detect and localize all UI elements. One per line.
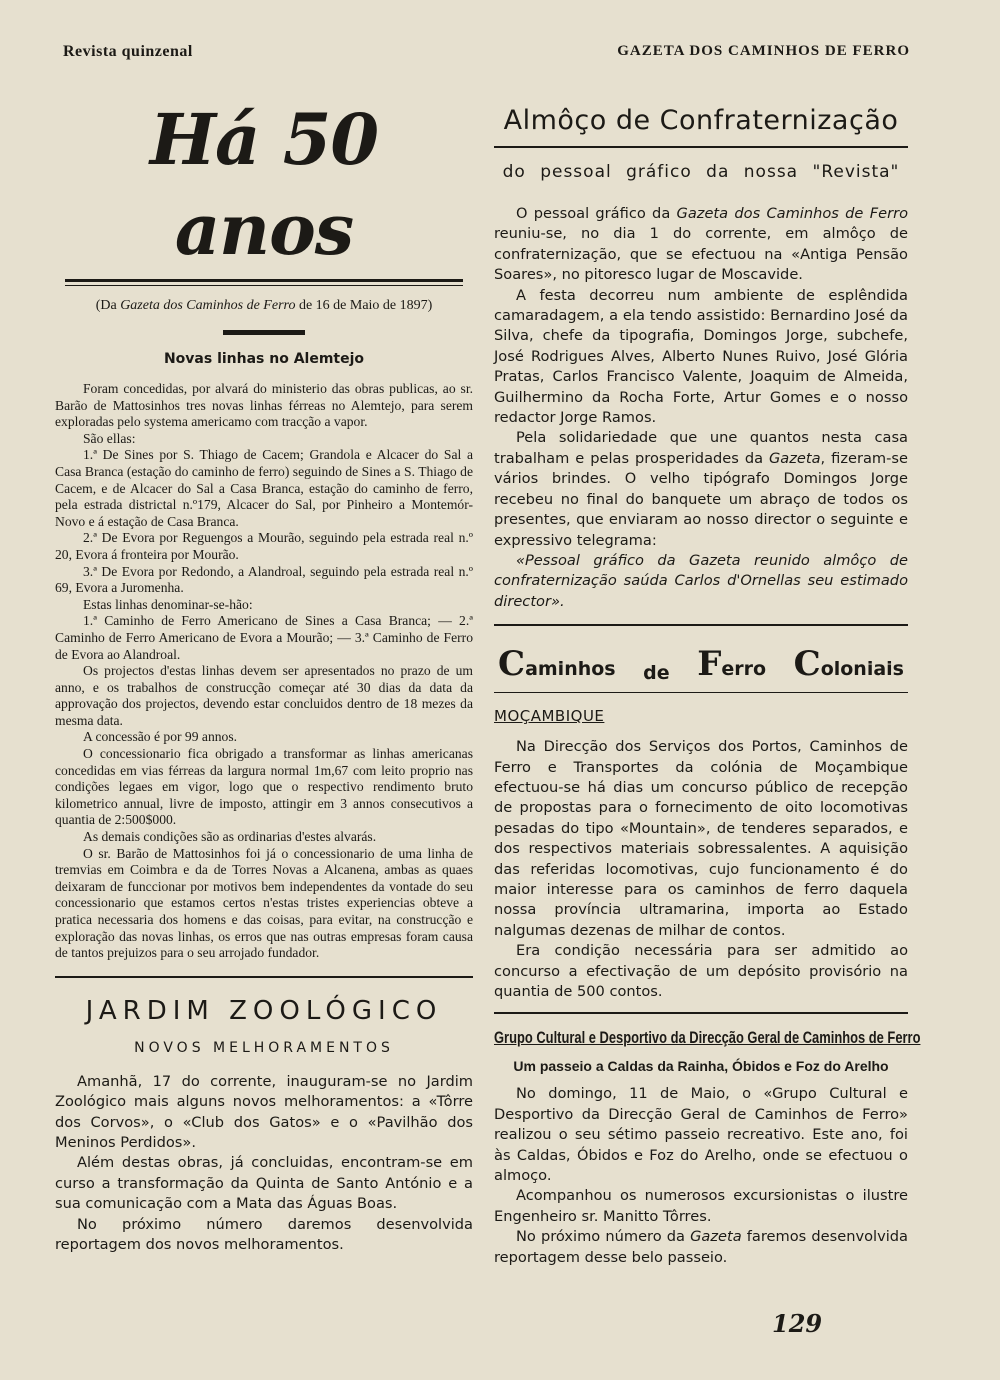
mocambique-heading: MOÇAMBIQUE [494,707,605,726]
paragraph: Acompanhou os numerosos excursionistas o ilustre Engenheiro sr. Manitto Tôrres. [494,1187,908,1225]
novas-linhas-subtitle: Novas linhas no Alemtejo [163,351,365,367]
grupo-article [494,1084,908,1268]
right-column [494,95,921,1268]
heading-word: de [643,662,670,685]
novos-melhoramentos-subtitle: NOVOS MELHORAMENTOS [134,1039,394,1056]
paragraph: Amanhã, 17 do corrente, inauguram-se no Jardim Zoológico mais alguns novos melhoramentos: a «Tôrre dos Corvos», o «Club dos Gatos» e o «Pavilhão dos Meninos Perdidos». [55,1072,473,1151]
almoco-subtitle: do pessoal gráfico da nossa "Revista" [502,162,900,182]
heading-word: Ferro [697,644,767,685]
paragraph: Era condição necessária para ser admitido ao concurso a efectivação de um depósito provisório na quantia de 500 contos. [494,942,908,1000]
paragraph: Na Direcção dos Serviços dos Portos, Caminhos de Ferro e Transportes da colónia de Moçambique efectuou-se há dias um concurso público de recepção de propostas para o fornecimento de oito locomotivas pesadas do tipo «Mountain», de tenderes separados, e dos respectivos materiais sobressalentes. A aquisição das referidas locomotivas, cujo funcionamento é do maior interesse para os caminhos de ferro daquela nossa província ultramarina, importa ao Estado nalgumas dezenas de milhar de contos. [494,738,908,939]
paragraph: São ellas: [83,430,136,446]
paragraph: Foram concedidas, por alvará do ministerio das obras publicas, ao sr. Barão de Mattosinhos tres novas linhas férreas no Alemtejo, para serem exploradas pelo systema americamo com tracção a vapor. [55,381,473,430]
paragraph: Estas linhas denominar-se-hão: [83,596,253,612]
mocambique-article [494,737,908,1002]
paragraph: O sr. Barão de Mattosinhos foi já o concessionario de uma linha de tremvias em Coimbra e da de Torres Novas a Alcanena, ambas as quaes deixaram de funccionar por motivos bem independentes da vontade do seu concessionario que estamos certos n'estas tristes experiencias obteve a pratica necessaria dos homens e das coisas, para evitar, na construcção e exploração das novas linhas, os erros que nas outras empresas foram causa de tantos prejuizos para o seu arrojado fundador. [55,845,473,961]
paragraph: 3.ª De Evora por Redondo, a Alandroal, seguindo pela estrada real n.º 69, Evora a Juromenha. [55,563,473,596]
paragraph: Pela solidariedade que une quantos nesta casa trabalham e pelas prosperidades da Gazeta, fizeram-se vários brindes. O velho tipógrafo Domingos Jorge recebeu no final do banquete um abraço de todos os presentes, que enviaram ao nosso director o seguinte e expressivo telegrama: [494,429,908,549]
paragraph: As demais condições são as ordinarias d'estes alvarás. [83,829,377,845]
ha-50-anos-article [55,381,473,962]
paragraph: Além destas obras, já concluidas, encontram-se em curso a transformação da Quinta de Santo António e a sua comunicação com a Mata das Águas Boas. [55,1154,473,1213]
jardim-article [55,1072,473,1256]
section-rule [494,692,908,693]
paragraph: A festa decorreu num ambiente de esplêndida camaradagem, a ela tendo assistido: Bernardino José da Silva, chefe da tipografia, Domingos Jorge, subchefe, José Rodrigues Alves, Alberto Nunes Ruivo, José Glória Pratas, Carlos Francisco Valente, Joaquim de Almeida, Guilhermino da Rocha Forte, Artur Gomes e o nosso redactor Jorge Ramos. [494,286,908,427]
divider-bar [223,330,305,335]
jardim-zoologico-title: JARDIM ZOOLÓGICO [85,995,443,1026]
paragraph: No próximo número daremos desenvolvida reportagem dos novos melhoramentos. [55,1215,473,1254]
running-header-left: Revista quinzenal [63,43,193,60]
paragraph: 1.ª Caminho de Ferro Americano de Sines a Casa Branca; — 2.ª Caminho de Ferro Americano de Evora a Mourão; — 3.ª Caminho de Ferro de Evora ao Alandroal. [55,613,473,662]
paragraph: Os projectos d'estas linhas devem ser apresentados no prazo de um anno, e os trabalhos de construcção começar até 30 dias da data da approvação dos projectos, devendo estar concluidos dentro de 18 mezes da mesma data. [55,663,473,728]
paragraph: 2.ª De Evora por Reguengos a Mourão, seguindo pela estrada real n.º 20, Evora á fronteira por Mourão. [55,530,473,562]
source-line: (Da Gazeta dos Caminhos de Ferro de 16 de Maio de 1897) [95,298,433,313]
caminhos-de-ferro-coloniais-title [494,644,908,684]
telegram-quote: «Pessoal gráfico da Gazeta reunido almôço de confraternização saúda Carlos d'Ornellas seu estimado director». [494,551,908,610]
paragraph: A concessão é por 99 annos. [83,729,238,745]
almoco-article [494,204,908,612]
section-rule [494,624,908,626]
left-column [55,95,473,1255]
almoco-rule [494,146,908,148]
grupo-heading-wrap [494,1014,921,1048]
paragraph: No domingo, 11 de Maio, o «Grupo Cultural e Desportivo da Direcção Geral de Caminhos de Ferro» realizou o seu sétimo passeio recreativo. Este ano, foi às Caldas, Óbidos e Foz do Arelho, onde se efectuou o almoço. [494,1085,908,1185]
ha-50-anos-title: Há 50 anos [149,98,379,271]
paragraph: O pessoal gráfico da Gazeta dos Caminhos de Ferro reuniu-se, no dia 1 do corrente, em almôço de confraternização, que se efectuou na «Antiga Pensão Soares», no pitoresco lugar de Moscavide. [494,205,908,284]
running-header-right: GAZETA DOS CAMINHOS DE FERRO [617,43,910,59]
title-rule [65,279,463,282]
heading-word: Caminhos [498,644,616,685]
section-rule [55,976,473,978]
passeio-subtitle: Um passeio a Caldas da Rainha, Óbidos e Foz do Arelho [513,1058,889,1075]
paragraph: 1.ª De Sines por S. Thiago de Cacem; Grandola e Alcacer do Sal a Casa Branca (estação do caminho de ferro) seguindo de Sines a S. Thiago de Cacem, e de Alcacer do Sal a Casa Branca, estação do caminho de ferro, pela estrada districtal n.º179, Alcacer do Sal, por Pinheiro a Montemór-Novo e á estação de Casa Branca. [55,447,473,529]
almoco-title: Almôço de Confraternização [503,105,899,136]
page-number: 129 [772,1309,823,1338]
grupo-cultural-title: Grupo Cultural e Desportivo da Direcção Geral de Caminhos de Ferro [494,1028,921,1048]
paragraph: No próximo número da Gazeta faremos desenvolvida reportagem desse belo passeio. [494,1228,908,1266]
paragraph: O concessionario fica obrigado a transformar as linhas americanas concedidas em vias férreas da largura normal 1m,67 com leito proprio nas condições legaes em vigor, logo que o respectivo rendimento bruto kilometrico annual, livre de imposto, attingir em 3 annos consecutivos a quantia de 2:500$000. [55,746,473,828]
heading-word: Coloniais [793,644,904,685]
title-rule-thin [65,285,463,286]
